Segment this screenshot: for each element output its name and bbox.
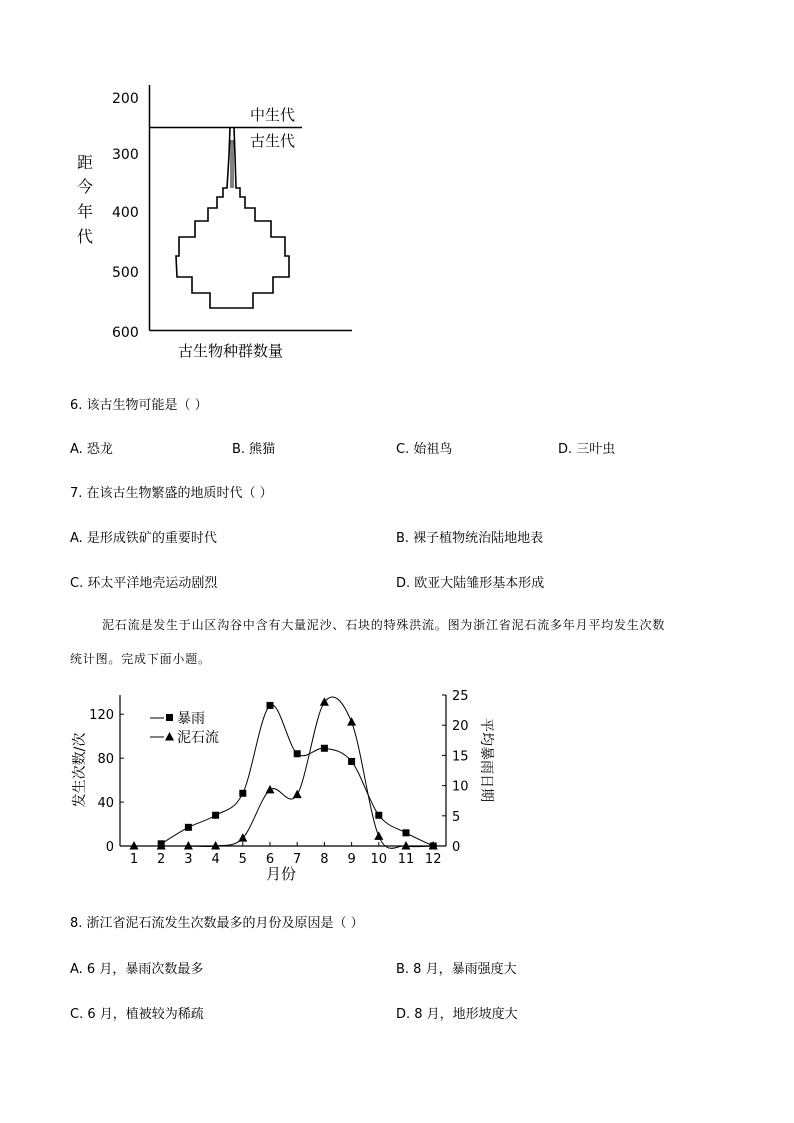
x-tick-label: 1 (129, 852, 139, 867)
x-tick-label: 2 (157, 852, 166, 867)
rain-data-point (267, 702, 274, 709)
figure1-xlabel: 古生物种群数量 (178, 342, 284, 360)
y-tick-400: 400 (112, 205, 139, 221)
rain-data-point (239, 790, 246, 797)
right-axis-title: 平均暴雨日期 (478, 718, 494, 802)
question-7-option-c[interactable]: C. 环太平洋地壳运动剧烈 (70, 576, 218, 591)
right-tick-label: 0 (452, 840, 461, 855)
debris-data-point (347, 717, 356, 726)
right-tick-label: 10 (452, 779, 469, 795)
debris-flow-chart (60, 685, 510, 890)
x-tick-label: 6 (265, 852, 275, 867)
rain-data-point (294, 750, 301, 757)
debris-data-point (374, 831, 383, 840)
x-tick-label: 9 (347, 852, 356, 867)
rain-data-point (348, 758, 355, 765)
debris-data-point (293, 790, 302, 799)
question-6-stem: 6. 该古生物可能是（ ） (70, 398, 208, 413)
y-tick-200: 200 (112, 91, 139, 107)
legend-rain-marker (166, 714, 173, 721)
rain-data-point (185, 824, 192, 831)
population-spindle-inner (231, 140, 233, 188)
left-tick-label: 0 (105, 840, 114, 855)
x-tick-label: 10 (370, 852, 388, 867)
y-tick-300: 300 (112, 147, 139, 163)
y-tick-500: 500 (112, 265, 139, 281)
left-tick-label: 120 (89, 708, 114, 724)
question-8-option-d[interactable]: D. 8 月，地形坡度大 (396, 1007, 518, 1022)
y-tick-600: 600 (112, 325, 139, 341)
x-tick-label: 5 (238, 852, 247, 867)
x-tick-label: 12 (424, 852, 442, 867)
question-6-option-d[interactable]: D. 三叶虫 (558, 442, 616, 457)
ylabel-char-2: 今 (77, 177, 94, 196)
question-6-option-b[interactable]: B. 熊猫 (232, 442, 276, 457)
legend-debris-marker (165, 732, 174, 741)
right-tick-label: 5 (452, 809, 461, 825)
rain-data-point (375, 812, 382, 819)
ylabel-char-4: 代 (77, 227, 94, 246)
question-7-option-a[interactable]: A. 是形成铁矿的重要时代 (70, 531, 217, 546)
question-8-option-c[interactable]: C. 6 月，植被较为稀疏 (70, 1007, 204, 1022)
x-tick-label: 8 (320, 852, 329, 867)
x-axis-title: 月份 (265, 865, 297, 883)
rain-data-point (212, 812, 219, 819)
right-tick-label: 25 (452, 689, 469, 704)
x-tick-label: 3 (184, 852, 193, 867)
x-tick-label: 11 (397, 852, 415, 867)
x-tick-label: 4 (211, 852, 220, 867)
right-tick-label: 15 (452, 749, 469, 765)
debris-data-point (402, 841, 411, 850)
left-tick-label: 80 (97, 752, 114, 768)
right-tick-label: 20 (452, 719, 469, 735)
question-7-option-d[interactable]: D. 欧亚大陆雏形基本形成 (396, 576, 545, 591)
ylabel-char-1: 距 (77, 153, 94, 172)
era-label-mesozoic: 中生代 (250, 106, 296, 124)
rain-data-point (321, 745, 328, 752)
paleo-population-figure (60, 80, 380, 380)
x-tick-label: 7 (293, 852, 302, 867)
era-label-paleozoic: 古生代 (250, 132, 296, 150)
debris-data-point (130, 841, 139, 850)
chart-legend (150, 711, 219, 746)
debris-data-point (184, 841, 193, 850)
question-6-option-a[interactable]: A. 恐龙 (70, 442, 113, 457)
question-7-stem: 7. 在该古生物繁盛的地质时代（ ） (70, 486, 273, 501)
intro-line-1: 泥石流是发生于山区沟谷中含有大量泥沙、石块的特殊洪流。图为浙江省泥石流多年月平均发生次数 (102, 618, 666, 632)
question-8-option-b[interactable]: B. 8 月，暴雨强度大 (396, 962, 517, 977)
question-8-option-a[interactable]: A. 6 月，暴雨次数最多 (70, 962, 204, 977)
question-7-option-b[interactable]: B. 裸子植物统治陆地地表 (396, 531, 544, 546)
intro-line-2: 统计图。完成下面小题。 (70, 652, 211, 666)
ylabel-char-3: 年 (77, 202, 94, 221)
left-tick-label: 40 (97, 796, 114, 812)
legend-debris-label: 泥石流 (177, 730, 219, 746)
legend-rain-label: 暴雨 (177, 711, 205, 727)
question-6-option-c[interactable]: C. 始祖鸟 (396, 442, 453, 457)
rain-data-point (403, 829, 410, 836)
question-8-stem: 8. 浙江省泥石流发生次数最多的月份及原因是（ ） (70, 916, 364, 931)
left-axis-title: 发生次数/次 (72, 732, 88, 808)
